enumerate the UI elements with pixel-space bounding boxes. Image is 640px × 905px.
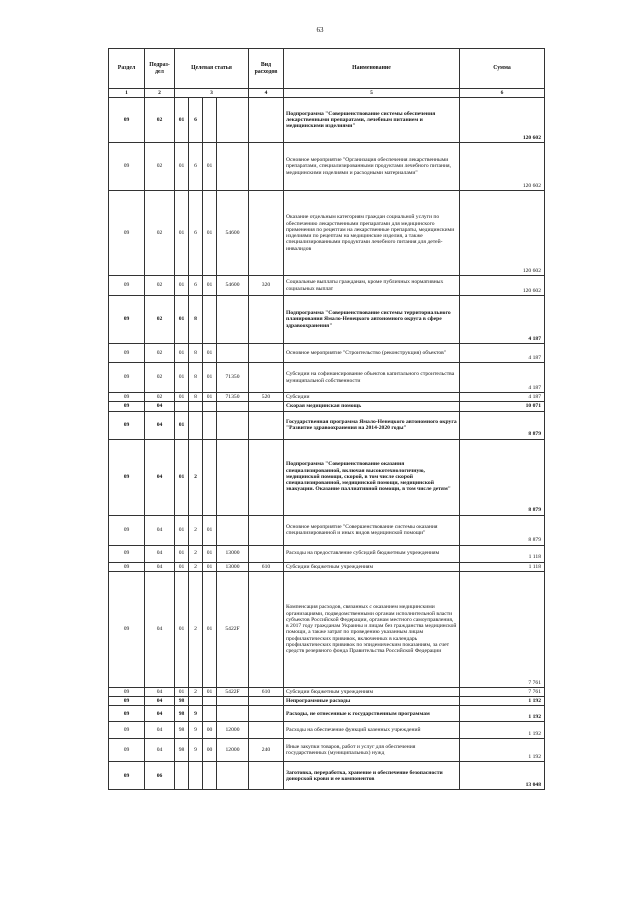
header-target: Целевая статья (175, 49, 249, 89)
section-code: 09 (109, 411, 145, 439)
target-subprogram-code: 2 (189, 439, 203, 515)
target-program-code: 01 (175, 296, 189, 344)
section-code: 09 (109, 762, 145, 790)
target-program-code: 98 (175, 706, 189, 722)
item-name: Субсидии бюджетным учреждениям (284, 687, 460, 696)
subsection-code: 04 (145, 722, 175, 739)
header-name: Наименование (284, 49, 460, 89)
budget-table (108, 48, 545, 790)
section-code: 09 (109, 98, 145, 143)
section-code: 09 (109, 722, 145, 739)
expense-type-code: 320 (249, 276, 284, 296)
target-event-code: 01 (203, 562, 217, 571)
target-direction-code (217, 296, 249, 344)
target-event-code: 01 (203, 344, 217, 363)
column-number: 6 (460, 89, 545, 98)
table-row (109, 439, 545, 515)
target-event-code: 00 (203, 739, 217, 762)
item-amount: 8 879 (460, 411, 545, 439)
subsection-code: 06 (145, 762, 175, 790)
target-program-code: 01 (175, 393, 189, 402)
header-row (109, 49, 545, 89)
section-code: 09 (109, 143, 145, 191)
target-event-code (203, 762, 217, 790)
target-program-code: 98 (175, 739, 189, 762)
item-name: Социальные выплаты гражданам, кроме публичных нормативных социальных выплат (284, 276, 460, 296)
subsection-code: 04 (145, 706, 175, 722)
target-program-code: 01 (175, 363, 189, 393)
column-number-row (109, 89, 545, 98)
target-direction-code: 5422F (217, 571, 249, 687)
header-amount: Сумма (460, 49, 545, 89)
item-amount: 13 048 (460, 762, 545, 790)
target-subprogram-code (189, 697, 203, 706)
item-amount: 120 602 (460, 191, 545, 276)
subsection-code: 04 (145, 687, 175, 696)
table-row (109, 697, 545, 706)
expense-type-code (249, 706, 284, 722)
table-row (109, 722, 545, 739)
header-expense-type: Вид расходов (249, 49, 284, 89)
target-direction-code (217, 515, 249, 545)
target-direction-code: 71350 (217, 393, 249, 402)
item-name: Государственная программа Ямало-Ненецкого автономного округа "Развитие здравоохранения на 2014-2020 годы" (284, 411, 460, 439)
table-row (109, 515, 545, 545)
target-direction-code (217, 706, 249, 722)
target-event-code: 01 (203, 393, 217, 402)
table-row (109, 411, 545, 439)
section-code: 09 (109, 296, 145, 344)
target-subprogram-code: 8 (189, 393, 203, 402)
target-direction-code: 5422F (217, 687, 249, 696)
column-number: 5 (284, 89, 460, 98)
item-name: Оказание отдельным категориям граждан социальной услуги по обеспечению лекарственными препаратами для медицинского применения по рецептам на лекарственные препараты, медицинскими изделиями по рецептам на медицинские изделия, а также специализированными продуктами лечебного питания для детей-инвалидов (284, 191, 460, 276)
target-event-code: 01 (203, 276, 217, 296)
target-direction-code: 54600 (217, 276, 249, 296)
expense-type-code (249, 515, 284, 545)
target-program-code (175, 402, 189, 411)
section-code: 09 (109, 687, 145, 696)
section-code: 09 (109, 363, 145, 393)
expense-type-code (249, 545, 284, 562)
table-row (109, 296, 545, 344)
subsection-code: 02 (145, 393, 175, 402)
section-code: 09 (109, 697, 145, 706)
target-program-code: 98 (175, 722, 189, 739)
item-amount: 4 187 (460, 296, 545, 344)
table-row (109, 393, 545, 402)
section-code: 09 (109, 545, 145, 562)
table-row (109, 363, 545, 393)
expense-type-code (249, 98, 284, 143)
target-program-code: 01 (175, 439, 189, 515)
page-number: 63 (316, 26, 324, 34)
target-subprogram-code: 2 (189, 571, 203, 687)
item-name: Расходы, не отнесенные к государственным программам (284, 706, 460, 722)
item-amount: 10 071 (460, 402, 545, 411)
header-section: Раздел (109, 49, 145, 89)
item-amount: 120 602 (460, 98, 545, 143)
target-direction-code (217, 98, 249, 143)
target-direction-code: 71350 (217, 363, 249, 393)
item-amount: 1 192 (460, 722, 545, 739)
column-number: 4 (249, 89, 284, 98)
target-subprogram-code: 2 (189, 515, 203, 545)
subsection-code: 02 (145, 296, 175, 344)
subsection-code: 02 (145, 344, 175, 363)
item-name: Расходы на предоставление субсидий бюджетным учреждениям (284, 545, 460, 562)
item-amount: 8 879 (460, 439, 545, 515)
target-program-code: 01 (175, 143, 189, 191)
table-row (109, 762, 545, 790)
item-name: Заготовка, переработка, хранение и обеспечение безопасности донорской крови и ее компонентов (284, 762, 460, 790)
target-subprogram-code: 6 (189, 191, 203, 276)
target-direction-code: 54600 (217, 191, 249, 276)
target-direction-code (217, 143, 249, 191)
target-event-code: 01 (203, 687, 217, 696)
target-program-code: 01 (175, 562, 189, 571)
subsection-code: 04 (145, 545, 175, 562)
subsection-code: 02 (145, 276, 175, 296)
target-subprogram-code (189, 402, 203, 411)
expense-type-code (249, 344, 284, 363)
item-name: Компенсация расходов, связанных с оказанием медицинскими организациями, подведомственными органам исполнительной власти субъектов Российской Федерации, органам местного самоуправления, в 2017 году гражданам Украины и лицам без гражданства медицинской помощи, а также затрат по проведению указанным лицам профилактических прививок, включенных в календарь профилактических прививок по эпидемическим показаниям, за счет средств резервного фонда Правительства Российской Федерации (284, 571, 460, 687)
target-program-code: 01 (175, 687, 189, 696)
item-amount: 1 118 (460, 562, 545, 571)
target-program-code: 01 (175, 411, 189, 439)
expense-type-code: 240 (249, 739, 284, 762)
target-direction-code (217, 762, 249, 790)
target-subprogram-code: 8 (189, 296, 203, 344)
table-row (109, 402, 545, 411)
target-program-code: 01 (175, 344, 189, 363)
expense-type-code (249, 402, 284, 411)
subsection-code: 04 (145, 571, 175, 687)
item-amount: 7 761 (460, 687, 545, 696)
section-code: 09 (109, 571, 145, 687)
expense-type-code (249, 439, 284, 515)
target-program-code: 01 (175, 571, 189, 687)
target-direction-code (217, 411, 249, 439)
target-direction-code: 12000 (217, 739, 249, 762)
target-program-code: 01 (175, 515, 189, 545)
item-name: Подпрограмма "Совершенствование системы территориального планирования Ямало-Ненецкого автономного округа в сфере здравоохранения" (284, 296, 460, 344)
target-subprogram-code: 6 (189, 143, 203, 191)
target-subprogram-code (189, 762, 203, 790)
section-code: 09 (109, 191, 145, 276)
expense-type-code (249, 143, 284, 191)
section-code: 09 (109, 562, 145, 571)
item-amount: 120 602 (460, 276, 545, 296)
expense-type-code (249, 296, 284, 344)
target-program-code: 01 (175, 98, 189, 143)
item-name: Иные закупки товаров, работ и услуг для обеспечения государственных (муниципальных) нужд (284, 739, 460, 762)
item-amount: 1 192 (460, 706, 545, 722)
target-event-code (203, 402, 217, 411)
target-subprogram-code: 9 (189, 722, 203, 739)
target-direction-code (217, 697, 249, 706)
table-row (109, 545, 545, 562)
target-subprogram-code: 8 (189, 344, 203, 363)
target-direction-code: 12000 (217, 722, 249, 739)
subsection-code: 02 (145, 98, 175, 143)
expense-type-code (249, 697, 284, 706)
header-subsection: Подраз-дел (145, 49, 175, 89)
item-name: Расходы на обеспечение функций казенных учреждений (284, 722, 460, 739)
table-row (109, 571, 545, 687)
section-code: 09 (109, 706, 145, 722)
target-program-code: 98 (175, 697, 189, 706)
item-name: Основное мероприятие "Организация обеспечения лекарственными препаратами, специализированными продуктами лечебного питания, медицинскими изделиями и расходными материалами" (284, 143, 460, 191)
table-row (109, 706, 545, 722)
item-name: Подпрограмма "Совершенствование системы обеспечения лекарственными препаратами, лечебным питанием и медицинскими изделиями" (284, 98, 460, 143)
expense-type-code (249, 363, 284, 393)
target-event-code (203, 98, 217, 143)
table-row (109, 191, 545, 276)
target-direction-code (217, 344, 249, 363)
subsection-code: 04 (145, 739, 175, 762)
target-subprogram-code: 2 (189, 687, 203, 696)
subsection-code: 02 (145, 363, 175, 393)
item-amount: 4 187 (460, 363, 545, 393)
column-number: 2 (145, 89, 175, 98)
target-program-code: 01 (175, 191, 189, 276)
item-name: Подпрограмма "Совершенствование оказания специализированной, включая высокотехнологичную, медицинской помощи, скорой, в том числе скорой специализированной, медицинской помощи, медицинской эвакуации. Оказание паллиативной помощи, в том числе детям" (284, 439, 460, 515)
item-name: Субсидии бюджетным учреждениям (284, 562, 460, 571)
target-event-code (203, 697, 217, 706)
target-program-code: 01 (175, 545, 189, 562)
expense-type-code (249, 722, 284, 739)
subsection-code: 04 (145, 697, 175, 706)
item-amount: 1 118 (460, 545, 545, 562)
table-row (109, 98, 545, 143)
section-code: 09 (109, 344, 145, 363)
target-event-code: 00 (203, 722, 217, 739)
subsection-code: 02 (145, 143, 175, 191)
target-event-code: 01 (203, 143, 217, 191)
target-direction-code: 13000 (217, 545, 249, 562)
item-amount: 8 879 (460, 515, 545, 545)
target-program-code (175, 762, 189, 790)
section-code: 09 (109, 739, 145, 762)
expense-type-code: 520 (249, 393, 284, 402)
target-event-code: 01 (203, 191, 217, 276)
expense-type-code: 610 (249, 562, 284, 571)
item-name: Непрограммные расходы (284, 697, 460, 706)
target-subprogram-code: 9 (189, 739, 203, 762)
item-amount: 120 602 (460, 143, 545, 191)
column-number: 3 (175, 89, 249, 98)
target-event-code: 01 (203, 545, 217, 562)
target-event-code (203, 411, 217, 439)
item-name: Субсидии (284, 393, 460, 402)
table-row (109, 143, 545, 191)
expense-type-code (249, 411, 284, 439)
subsection-code: 04 (145, 515, 175, 545)
item-amount: 4 187 (460, 393, 545, 402)
target-event-code: 01 (203, 363, 217, 393)
section-code: 09 (109, 276, 145, 296)
item-name: Субсидии на софинансирование объектов капитального строительства муниципальной собственности (284, 363, 460, 393)
target-subprogram-code: 9 (189, 706, 203, 722)
table-row (109, 687, 545, 696)
section-code: 09 (109, 402, 145, 411)
target-subprogram-code: 2 (189, 562, 203, 571)
table-row (109, 739, 545, 762)
target-subprogram-code: 6 (189, 276, 203, 296)
subsection-code: 04 (145, 439, 175, 515)
target-event-code (203, 706, 217, 722)
item-amount: 4 187 (460, 344, 545, 363)
target-direction-code (217, 439, 249, 515)
subsection-code: 04 (145, 402, 175, 411)
expense-type-code (249, 571, 284, 687)
subsection-code: 04 (145, 411, 175, 439)
section-code: 09 (109, 393, 145, 402)
subsection-code: 04 (145, 562, 175, 571)
column-number: 1 (109, 89, 145, 98)
target-subprogram-code: 8 (189, 363, 203, 393)
target-direction-code (217, 402, 249, 411)
table-row (109, 276, 545, 296)
target-subprogram-code: 6 (189, 98, 203, 143)
target-event-code (203, 296, 217, 344)
table-row (109, 344, 545, 363)
item-name: Основное мероприятие "Совершенствование системы оказания специализированной и иных видов медицинской помощи" (284, 515, 460, 545)
expense-type-code (249, 762, 284, 790)
item-name: Основное мероприятие "Строительство (реконструкция) объектов" (284, 344, 460, 363)
target-event-code: 01 (203, 515, 217, 545)
target-event-code (203, 439, 217, 515)
item-amount: 1 192 (460, 697, 545, 706)
section-code: 09 (109, 439, 145, 515)
item-amount: 7 761 (460, 571, 545, 687)
target-event-code: 01 (203, 571, 217, 687)
target-direction-code: 13000 (217, 562, 249, 571)
subsection-code: 02 (145, 191, 175, 276)
section-code: 09 (109, 515, 145, 545)
expense-type-code (249, 191, 284, 276)
target-subprogram-code (189, 411, 203, 439)
item-amount: 1 192 (460, 739, 545, 762)
table-row (109, 562, 545, 571)
target-subprogram-code: 2 (189, 545, 203, 562)
target-program-code: 01 (175, 276, 189, 296)
item-name: Скорая медицинская помощь (284, 402, 460, 411)
expense-type-code: 610 (249, 687, 284, 696)
